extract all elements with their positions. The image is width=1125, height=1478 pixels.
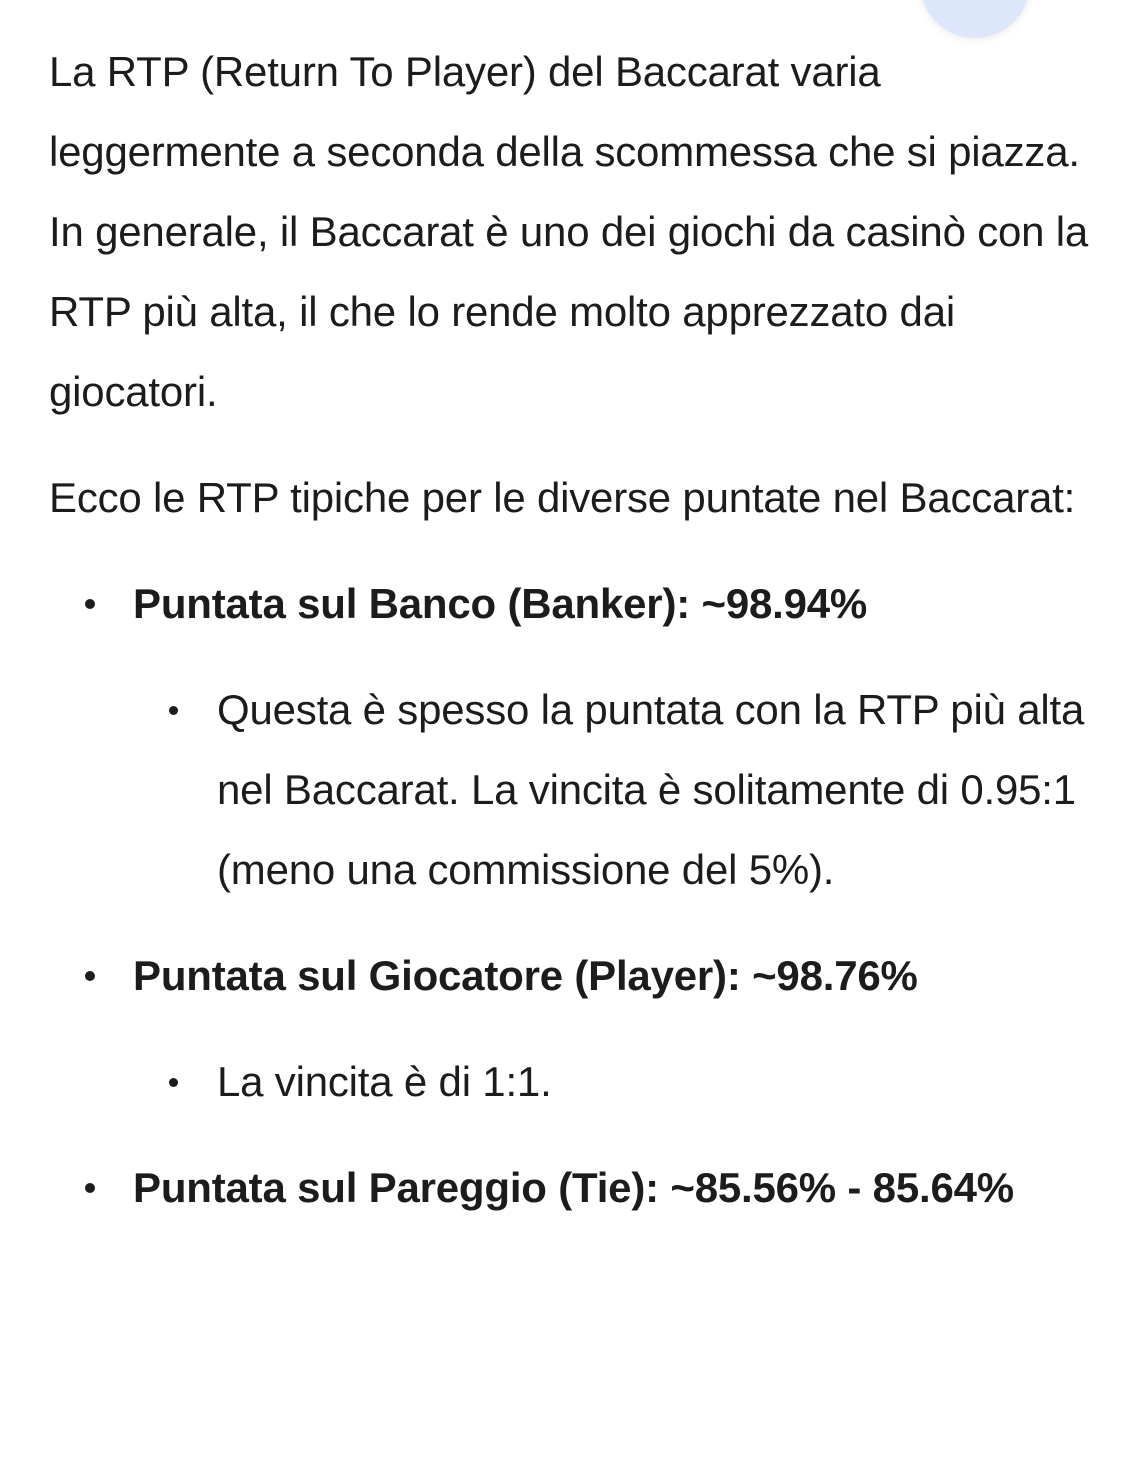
bet-details	[133, 1042, 1099, 1122]
bet-item-banker	[49, 564, 1099, 910]
bet-item-player	[49, 936, 1099, 1122]
bet-details	[133, 670, 1099, 910]
message-content	[49, 32, 1099, 1228]
bullet-dot-icon	[169, 1078, 178, 1087]
list-intro-paragraph: Ecco le RTP tipiche per le diverse puntate nel Baccarat:	[49, 474, 1076, 521]
bet-title: Puntata sul Pareggio (Tie): ~85.56% - 85.64%	[133, 1164, 1014, 1211]
bet-title: Puntata sul Banco (Banker): ~98.94%	[133, 580, 868, 627]
bet-item-tie	[49, 1148, 1099, 1228]
bet-list	[49, 564, 1099, 1228]
bet-detail	[133, 1042, 1099, 1122]
intro-paragraph: La RTP (Return To Player) del Baccarat varia leggermente a seconda della scommessa che si piazza. In generale, il Baccarat è uno dei giochi da casinò con la RTP più alta, il che lo rende molto apprezzato dai giocatori.	[49, 48, 1089, 415]
bullet-dot-icon	[85, 1183, 95, 1193]
bet-detail-text: Questa è spesso la puntata con la RTP più alta nel Baccarat. La vincita è solitamente di 0.95:1 (meno una commissione del 5%).	[217, 686, 1085, 893]
bullet-dot-icon	[169, 706, 178, 715]
bet-detail-text: La vincita è di 1:1.	[217, 1058, 552, 1105]
bet-detail	[133, 670, 1099, 910]
bullet-dot-icon	[85, 599, 95, 609]
bet-title: Puntata sul Giocatore (Player): ~98.76%	[133, 952, 918, 999]
bullet-dot-icon	[85, 971, 95, 981]
